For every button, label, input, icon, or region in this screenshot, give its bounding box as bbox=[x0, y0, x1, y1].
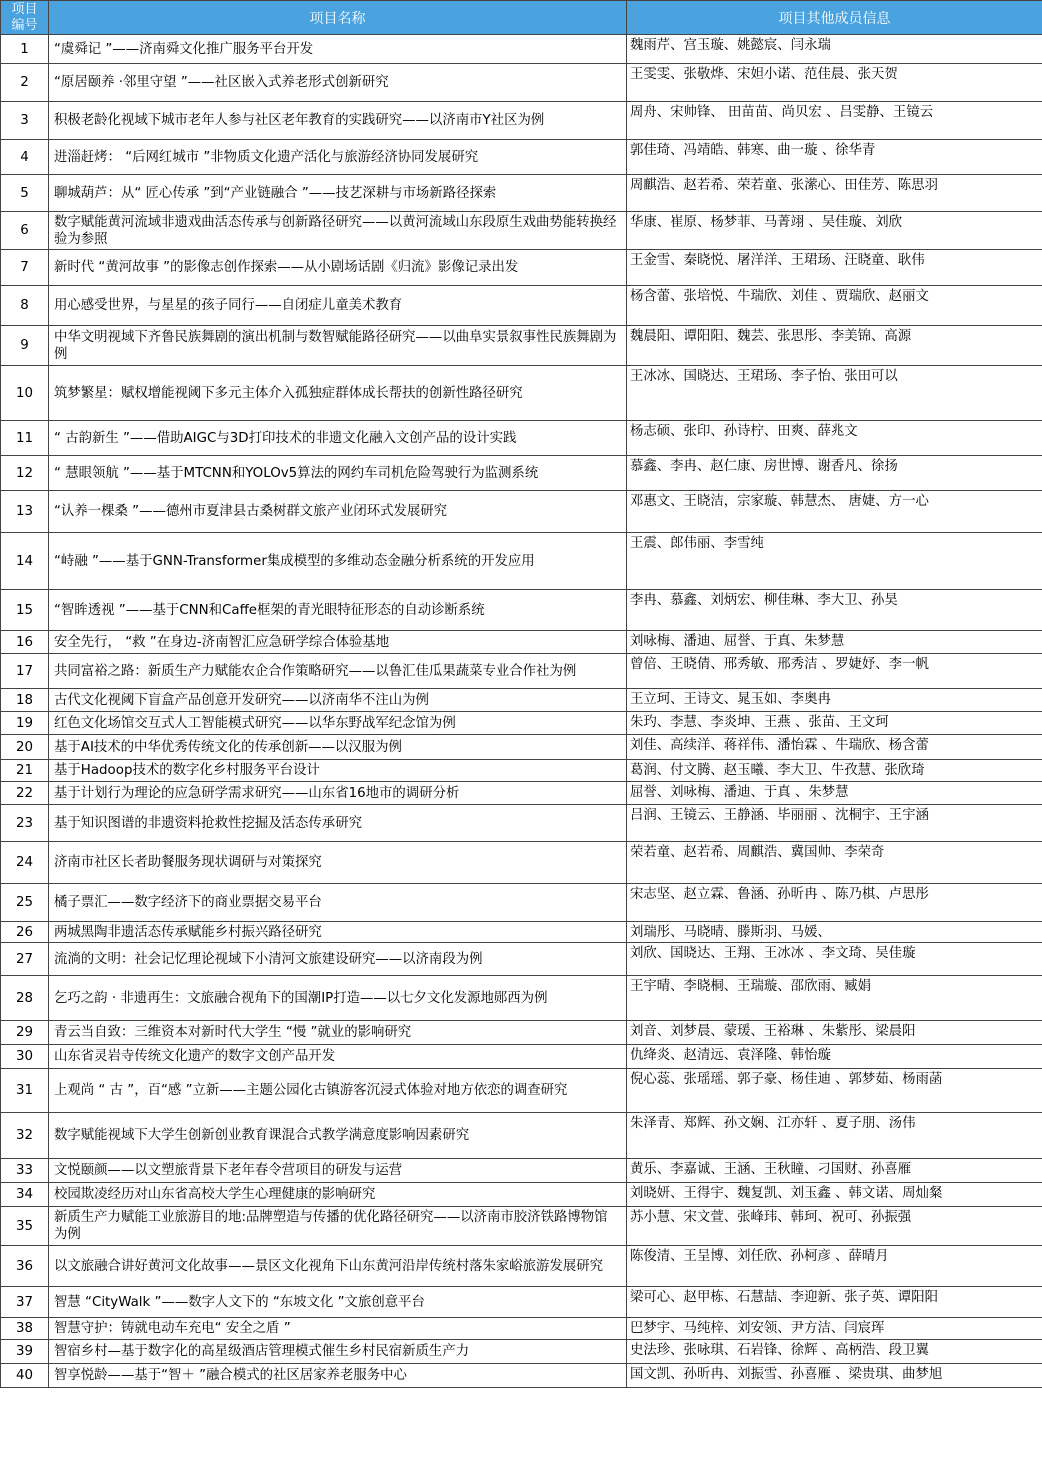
table-row bbox=[1, 735, 1042, 760]
project-name: 两城黑陶非遗活态传承赋能乡村振兴路径研究 bbox=[49, 922, 627, 943]
project-number: 11 bbox=[1, 421, 49, 456]
project-number: 12 bbox=[1, 456, 49, 491]
table-row bbox=[1, 1364, 1042, 1388]
table-row bbox=[1, 631, 1042, 654]
table-row bbox=[1, 805, 1042, 842]
table-row bbox=[1, 1207, 1042, 1246]
project-number: 36 bbox=[1, 1246, 49, 1287]
table-row bbox=[1, 175, 1042, 212]
project-name: 橘子票汇——数字经济下的商业票据交易平台 bbox=[49, 884, 627, 922]
project-name: 新质生产力赋能工业旅游目的地:品牌塑造与传播的优化路径研究——以济南市胶济铁路博物馆为例 bbox=[49, 1207, 627, 1246]
project-number: 39 bbox=[1, 1340, 49, 1364]
project-members: 梁可心、赵甲栋、石慧喆、李迎新、张子英、谭阳阳 bbox=[627, 1287, 1042, 1318]
project-number: 1 bbox=[1, 35, 49, 64]
project-members: 刘欣、国晓达、王翔、王冰冰 、李文琦、吴佳璇 bbox=[627, 943, 1042, 976]
project-members: 周舟、宋帅锋、 田苗苗、尚贝宏 、吕雯静、王镜云 bbox=[627, 102, 1042, 140]
table-row bbox=[1, 654, 1042, 689]
project-number: 23 bbox=[1, 805, 49, 842]
project-number: 18 bbox=[1, 689, 49, 712]
table-row bbox=[1, 456, 1042, 491]
project-members: 周麒浩、赵若希、荣若童、张潆心、田佳芳、陈思羽 bbox=[627, 175, 1042, 212]
table-row bbox=[1, 1318, 1042, 1340]
table-row bbox=[1, 976, 1042, 1021]
project-number: 13 bbox=[1, 491, 49, 533]
project-members: 刘音、刘梦晨、蒙瑗、王裕琳 、朱紫彤、梁晨阳 bbox=[627, 1021, 1042, 1045]
project-name: 聊城葫芦：从“ 匠心传承 ”到“产业链融合 ”——技艺深耕与市场新路径探索 bbox=[49, 175, 627, 212]
project-number: 3 bbox=[1, 102, 49, 140]
table-row bbox=[1, 689, 1042, 712]
project-members: 倪心蕊、张瑶瑶、郭子豪、杨佳迪 、郭梦茹、杨雨菡 bbox=[627, 1069, 1042, 1113]
project-name: “ 慧眼领航 ”——基于MTCNN和YOLOv5算法的网约车司机危险驾驶行为监测系统 bbox=[49, 456, 627, 491]
project-number: 17 bbox=[1, 654, 49, 689]
table-row bbox=[1, 922, 1042, 943]
project-members: 慕鑫、李冉、赵仁康、房世博、谢香凡、徐扬 bbox=[627, 456, 1042, 491]
project-members: 魏晨阳、谭阳阳、魏芸、张思彤、李美锦、高源 bbox=[627, 326, 1042, 366]
project-members: 荣若童、赵若希、周麒浩、冀国帅、李荣奇 bbox=[627, 842, 1042, 884]
project-number: 6 bbox=[1, 212, 49, 250]
table-row bbox=[1, 250, 1042, 286]
table-row bbox=[1, 1113, 1042, 1159]
project-members: 朱泽青、郑辉、孙文娴、江亦轩 、夏子朋、汤伟 bbox=[627, 1113, 1042, 1159]
table-row bbox=[1, 842, 1042, 884]
project-name: 积极老龄化视域下城市老年人参与社区老年教育的实践研究——以济南市Y社区为例 bbox=[49, 102, 627, 140]
project-number: 22 bbox=[1, 782, 49, 805]
table-row bbox=[1, 286, 1042, 326]
project-number: 10 bbox=[1, 366, 49, 421]
table-row bbox=[1, 782, 1042, 805]
project-name: “智眸透视 ”——基于CNN和Caffe框架的青光眼特征形态的自动诊断系统 bbox=[49, 590, 627, 631]
project-number: 2 bbox=[1, 64, 49, 102]
project-members: 吕润、王镜云、王静涵、毕丽丽 、沈桐宇、王宇涵 bbox=[627, 805, 1042, 842]
table-row bbox=[1, 712, 1042, 735]
project-name: 用心感受世界，与星星的孩子同行——自闭症儿童美术教育 bbox=[49, 286, 627, 326]
table-row bbox=[1, 1045, 1042, 1069]
table-row bbox=[1, 1159, 1042, 1183]
table-row bbox=[1, 212, 1042, 250]
table-row bbox=[1, 760, 1042, 782]
project-name: 文悦颐颜——以文塑旅背景下老年春令营项目的研发与运营 bbox=[49, 1159, 627, 1183]
project-number: 14 bbox=[1, 533, 49, 590]
project-name: 流淌的文明：社会记忆理论视域下小清河文旅建设研究——以济南段为例 bbox=[49, 943, 627, 976]
project-number: 38 bbox=[1, 1318, 49, 1340]
project-number: 29 bbox=[1, 1021, 49, 1045]
project-members: 刘咏梅、潘迪、屈誉、于真、朱梦慧 bbox=[627, 631, 1042, 654]
project-members: 王震、郎伟丽、李雪纯 bbox=[627, 533, 1042, 590]
project-name: 古代文化视阈下盲盒产品创意开发研究——以济南华不注山为例 bbox=[49, 689, 627, 712]
project-number: 7 bbox=[1, 250, 49, 286]
project-number: 30 bbox=[1, 1045, 49, 1069]
project-members: 朱玓、李慧、李炎坤、王燕 、张苗、王文珂 bbox=[627, 712, 1042, 735]
project-members: 巴梦宇、马纯梓、刘安领、尹方洁、闫宸珲 bbox=[627, 1318, 1042, 1340]
project-name: “认养一棵桑 ”——德州市夏津县古桑树群文旅产业闭环式发展研究 bbox=[49, 491, 627, 533]
project-members: 杨志硕、张印、孙诗柠、田爽、薛兆文 bbox=[627, 421, 1042, 456]
header-project-name: 项目名称 bbox=[49, 1, 627, 35]
project-number: 19 bbox=[1, 712, 49, 735]
header-number-line1: 项目 bbox=[11, 1, 38, 17]
project-name: 基于AI技术的中华优秀传统文化的传承创新——以汉服为例 bbox=[49, 735, 627, 760]
project-number: 25 bbox=[1, 884, 49, 922]
project-members: 刘晓妍、王得宇、魏复凯、刘玉鑫 、韩文诺、周灿粲 bbox=[627, 1183, 1042, 1207]
project-name: 以文旅融合讲好黄河文化故事——景区文化视角下山东黄河沿岸传统村落朱家峪旅游发展研究 bbox=[49, 1246, 627, 1287]
table-row bbox=[1, 1246, 1042, 1287]
project-members: 史法珍、张咏琪、石岩锋、徐辉 、高柄浩、段卫翼 bbox=[627, 1340, 1042, 1364]
project-members: 李冉、慕鑫、刘炳宏、柳佳琳、李大卫、孙昊 bbox=[627, 590, 1042, 631]
project-name: 新时代 “黄河故事 ”的影像志创作探索——从小剧场话剧《归流》影像记录出发 bbox=[49, 250, 627, 286]
project-members: 屈誉、刘咏梅、潘迪、于真 、朱梦慧 bbox=[627, 782, 1042, 805]
project-name: 上观尚 “ 古 ”，百“感 ”立新——主题公园化古镇游客沉浸式体验对地方依恋的调查研究 bbox=[49, 1069, 627, 1113]
table-row bbox=[1, 366, 1042, 421]
table-row bbox=[1, 1069, 1042, 1113]
project-members: 苏小慧、宋文萱、张峰玮、韩珂、祝可、孙振强 bbox=[627, 1207, 1042, 1246]
project-name: “峙融 ”——基于GNN-Transformer集成模型的多维动态金融分析系统的开发应用 bbox=[49, 533, 627, 590]
project-number: 40 bbox=[1, 1364, 49, 1388]
project-name: 山东省灵岩寺传统文化遗产的数字文创产品开发 bbox=[49, 1045, 627, 1069]
project-members: 王金雪、秦晓悦、屠洋洋、王珺玚、汪晓童、耿伟 bbox=[627, 250, 1042, 286]
project-members: 邓惠文、王晓洁，宗家璇、韩慧杰、 唐婕、方一心 bbox=[627, 491, 1042, 533]
project-number: 20 bbox=[1, 735, 49, 760]
project-members: 杨含蕾、张培悦、牛瑞欣、刘佳 、贾瑞欣、赵丽文 bbox=[627, 286, 1042, 326]
project-name: 安全先行， “救 ”在身边-济南智汇应急研学综合体验基地 bbox=[49, 631, 627, 654]
project-number: 26 bbox=[1, 922, 49, 943]
table-body bbox=[1, 35, 1042, 1388]
project-members: 郭佳琦、冯靖皓、韩寒、曲一璇 、徐华青 bbox=[627, 140, 1042, 175]
project-number: 8 bbox=[1, 286, 49, 326]
project-name: 红色文化场馆交互式人工智能模式研究——以华东野战军纪念馆为例 bbox=[49, 712, 627, 735]
project-number: 34 bbox=[1, 1183, 49, 1207]
project-number: 31 bbox=[1, 1069, 49, 1113]
header-row bbox=[1, 1, 1042, 35]
project-name: 筑梦繁星：赋权增能视阈下多元主体介入孤独症群体成长帮扶的创新性路径研究 bbox=[49, 366, 627, 421]
project-number: 33 bbox=[1, 1159, 49, 1183]
project-name: 进淄赶烤： “后网红城市 ”非物质文化遗产活化与旅游经济协同发展研究 bbox=[49, 140, 627, 175]
project-members: 王立珂、王诗文、晁玉如、李奥冉 bbox=[627, 689, 1042, 712]
project-members: 刘瑞彤、马晓晴、滕斯羽、马媛、 bbox=[627, 922, 1042, 943]
project-name: 中华文明视域下齐鲁民族舞剧的演出机制与数智赋能路径研究——以曲阜实景叙事性民族舞剧为例 bbox=[49, 326, 627, 366]
table-row bbox=[1, 590, 1042, 631]
project-members: 刘佳、高续洋、蒋祥伟、潘怡霖 、牛瑞欣、杨含蕾 bbox=[627, 735, 1042, 760]
table-row bbox=[1, 1287, 1042, 1318]
table-row bbox=[1, 1021, 1042, 1045]
project-name: 济南市社区长者助餐服务现状调研与对策探究 bbox=[49, 842, 627, 884]
project-name: 智慧守护：铸就电动车充电“ 安全之盾 ” bbox=[49, 1318, 627, 1340]
header-number-line2: 编号 bbox=[11, 17, 38, 33]
project-name: 数字赋能黄河流域非遗戏曲活态传承与创新路径研究——以黄河流域山东段原生戏曲势能转换经验为参照 bbox=[49, 212, 627, 250]
project-name: 智慧 “CityWalk ”——数字人文下的 “东坡文化 ”文旅创意平台 bbox=[49, 1287, 627, 1318]
project-name: “原居颐养 ·邻里守望 ”——社区嵌入式养老形式创新研究 bbox=[49, 64, 627, 102]
table-row bbox=[1, 533, 1042, 590]
project-number: 24 bbox=[1, 842, 49, 884]
project-name: 智享悦龄——基于“智＋ ”融合模式的社区居家养老服务中心 bbox=[49, 1364, 627, 1388]
project-number: 27 bbox=[1, 943, 49, 976]
project-members: 仇绛炎、赵清远、袁泽隆、韩怡璇 bbox=[627, 1045, 1042, 1069]
project-members: 王雯雯、张敬烨、宋妲小诺、范佳晨、张天贺 bbox=[627, 64, 1042, 102]
project-members: 黄乐、李嘉诚、王涵、王秋瞳、刁国财、孙喜雁 bbox=[627, 1159, 1042, 1183]
project-members: 王宇晴、李晓桐、王瑞璇、邵欣雨、臧娟 bbox=[627, 976, 1042, 1021]
project-members: 葛润、付文腾、赵玉曦、李大卫、牛孜慧、张欣琦 bbox=[627, 760, 1042, 782]
project-number: 9 bbox=[1, 326, 49, 366]
project-name: “虞舜记 ”——济南舜文化推广服务平台开发 bbox=[49, 35, 627, 64]
project-name: 基于计划行为理论的应急研学需求研究——山东省16地市的调研分析 bbox=[49, 782, 627, 805]
project-number: 32 bbox=[1, 1113, 49, 1159]
table-row bbox=[1, 491, 1042, 533]
project-name: 共同富裕之路：新质生产力赋能农企合作策略研究——以鲁汇佳瓜果蔬菜专业合作社为例 bbox=[49, 654, 627, 689]
table-row bbox=[1, 1183, 1042, 1207]
table-row bbox=[1, 1340, 1042, 1364]
project-number: 28 bbox=[1, 976, 49, 1021]
project-members: 王冰冰、国晓达、王珺玚、李子怡、张田可以 bbox=[627, 366, 1042, 421]
table-row bbox=[1, 140, 1042, 175]
project-name: 数字赋能视域下大学生创新创业教育课混合式教学满意度影响因素研究 bbox=[49, 1113, 627, 1159]
project-name: 基于Hadoop技术的数字化乡村服务平台设计 bbox=[49, 760, 627, 782]
project-number: 5 bbox=[1, 175, 49, 212]
project-number: 4 bbox=[1, 140, 49, 175]
project-number: 35 bbox=[1, 1207, 49, 1246]
header-project-number bbox=[1, 1, 49, 35]
project-members: 国文凯、孙昕冉、刘振雪、孙喜雁 、梁贵琪、曲梦旭 bbox=[627, 1364, 1042, 1388]
project-members: 陈俊清、王呈博、刘任欣、孙柯彦 、薛晴月 bbox=[627, 1246, 1042, 1287]
table-row bbox=[1, 35, 1042, 64]
project-name: 校园欺凌经历对山东省高校大学生心理健康的影响研究 bbox=[49, 1183, 627, 1207]
project-number: 21 bbox=[1, 760, 49, 782]
project-members: 华康、崔原、杨梦菲、马菁翊 、吴佳璇、刘欣 bbox=[627, 212, 1042, 250]
table-row bbox=[1, 326, 1042, 366]
table-row bbox=[1, 64, 1042, 102]
project-number: 37 bbox=[1, 1287, 49, 1318]
project-name: 乞巧之韵 · 非遗再生：文旅融合视角下的国潮IP打造——以七夕文化发源地郧西为例 bbox=[49, 976, 627, 1021]
table-row bbox=[1, 943, 1042, 976]
project-name: 基于知识图谱的非遗资料抢救性挖掘及活态传承研究 bbox=[49, 805, 627, 842]
table-row bbox=[1, 102, 1042, 140]
header-project-members: 项目其他成员信息 bbox=[627, 1, 1042, 35]
project-number: 16 bbox=[1, 631, 49, 654]
project-name: “ 古韵新生 ”——借助AIGC与3D打印技术的非遗文化融入文创产品的设计实践 bbox=[49, 421, 627, 456]
table-row bbox=[1, 421, 1042, 456]
project-members: 宋志坚、赵立霖、鲁涵、孙昕冉 、陈乃棋、卢思彤 bbox=[627, 884, 1042, 922]
project-members: 魏雨芹、宫玉璇、姚懿宸、闫永瑞 bbox=[627, 35, 1042, 64]
project-name: 青云当自致：三维资本对新时代大学生 “慢 ”就业的影响研究 bbox=[49, 1021, 627, 1045]
project-name: 智宿乡村—基于数字化的高星级酒店管理模式催生乡村民宿新质生产力 bbox=[49, 1340, 627, 1364]
project-members: 曾倍、王晓倩、邢秀敏、邢秀洁 、罗婕妤、李一帆 bbox=[627, 654, 1042, 689]
table-row bbox=[1, 884, 1042, 922]
project-number: 15 bbox=[1, 590, 49, 631]
